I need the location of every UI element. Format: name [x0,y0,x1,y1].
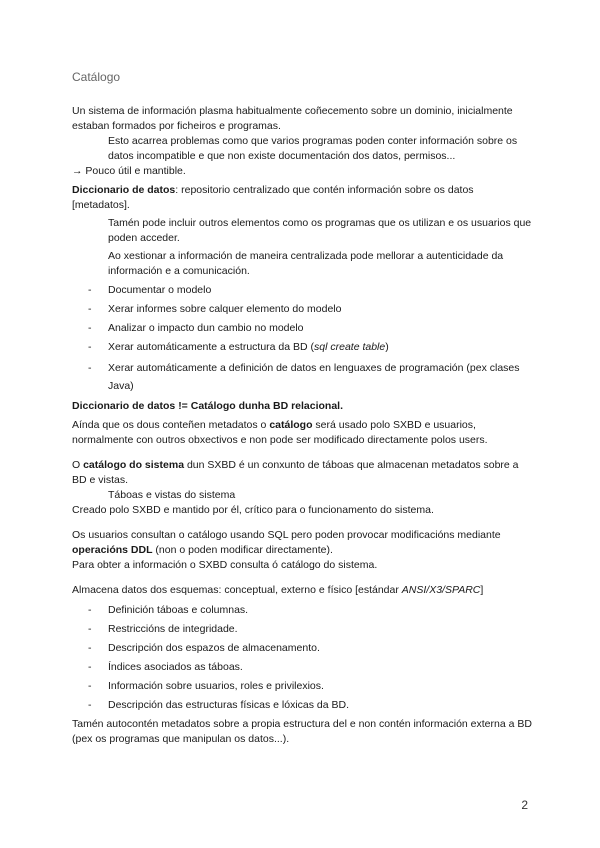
standard-name: ANSI/X3/SPARC [401,584,481,596]
dictionary-definition [72,183,532,213]
dictionary-definition-text: : repositorio centralizado que contén información sobre os datos [metadatos]. [72,184,474,211]
intro-paragraph: Un sistema de información plasma habitualmente coñecemento sobre un dominio, inicialmente estaban formados por ficheiros e programas. [72,105,513,132]
list-item: - Información sobre usuarios, roles e privilexios. [88,680,324,692]
list-item: - Descripción dos espazos de almacenamento. [88,642,320,654]
list-item: - Restriccións de integridade. [88,623,238,635]
sql-code: sql create table [314,341,386,353]
intro-problems: Esto acarrea problemas como que varios programas poden conter información sobre os datos incompatible e que non existe documentación dos datos, permisos... [108,135,518,162]
comparison-title: Diccionario de datos != Catálogo dunha BD relacional. [72,400,344,412]
dictionary-uses-list [72,283,532,395]
list-item: - Documentar o modelo [88,284,212,296]
dash-marker: - [88,362,92,374]
dash-marker: - [88,284,92,296]
list-item: - Xerar automáticamente a estructura da BD (sql create table) [88,341,389,353]
storage-list [72,603,532,713]
page-title: Catálogo [72,70,121,84]
dash-marker: - [88,661,92,673]
catalog-term: catálogo [269,419,313,431]
dash-marker: - [88,303,92,315]
dash-marker: - [88,341,92,353]
storage-footer: Tamén autocontén metadatos sobre a propia estructura del e non contén información externa a BD (pex os programas que manipulan os datos...). [72,718,532,745]
dash-marker: - [88,604,92,616]
list-item: - Índices asociados as táboas. [88,661,243,673]
intro-conclusion-text: Pouco útil e mantible. [85,165,186,177]
ddl-term: operacións DDL [72,544,153,556]
intro-conclusion [72,164,532,179]
system-tables-note: Táboas e vistas do sistema [108,489,236,501]
page-number: 2 [521,798,528,812]
dash-marker: - [88,680,92,692]
dash-marker: - [88,623,92,635]
users-lookup-note: Para obter a información o SXBD consulta ó catálogo do sistema. [72,559,378,571]
dictionary-note-1: Tamén pode incluir outros elementos como os programas que os utilizan e os usuarios que poden acceder. [108,217,532,244]
system-catalog-paragraph: O catálogo do sistema dun SXBD é un conxunto de táboas que almacenan metadatos sobre a BD e vistas. [72,459,519,486]
dash-marker: - [88,642,92,654]
system-created-note: Creado polo SXBD e mantido por él, crítico para o funcionamento do sistema. [72,504,434,516]
dictionary-term: Diccionario de datos [72,184,176,196]
users-paragraph: Os usuarios consultan o catálogo usando SQL pero poden provocar modificacións mediante operacións DDL (non o poden modificar directamente). [72,529,501,556]
list-item: - Xerar automáticamente a definición de datos en lenguaxes de programación (pex clases Java) [72,359,532,395]
comparison-paragraph: Aínda que os dous conteñen metadatos o catálogo será usado polo SXBD e usuarios, normalmente con outros obxectivos e non pode ser modificado directamente polos users. [72,419,488,446]
storage-paragraph: Almacena datos dos esquemas: conceptual, externo e físico [estándar ANSI/X3/SPARC] [72,584,484,596]
system-catalog-term: catálogo do sistema [83,459,185,471]
list-item: - Xerar informes sobre calquer elemento do modelo [88,303,342,315]
list-item: - Analizar o impacto dun cambio no modelo [88,322,304,334]
right-arrow-icon: → [72,165,83,177]
document-page [72,68,532,747]
dictionary-note-2: Ao xestionar a información de maneira centralizada pode mellorar a autenticidade da información e a comunicación. [108,250,504,277]
dash-marker: - [88,322,92,334]
list-item: - Definición táboas e columnas. [88,604,249,616]
dash-marker: - [88,699,92,711]
list-item: - Descripción das estructuras físicas e lóxicas da BD. [88,699,350,711]
